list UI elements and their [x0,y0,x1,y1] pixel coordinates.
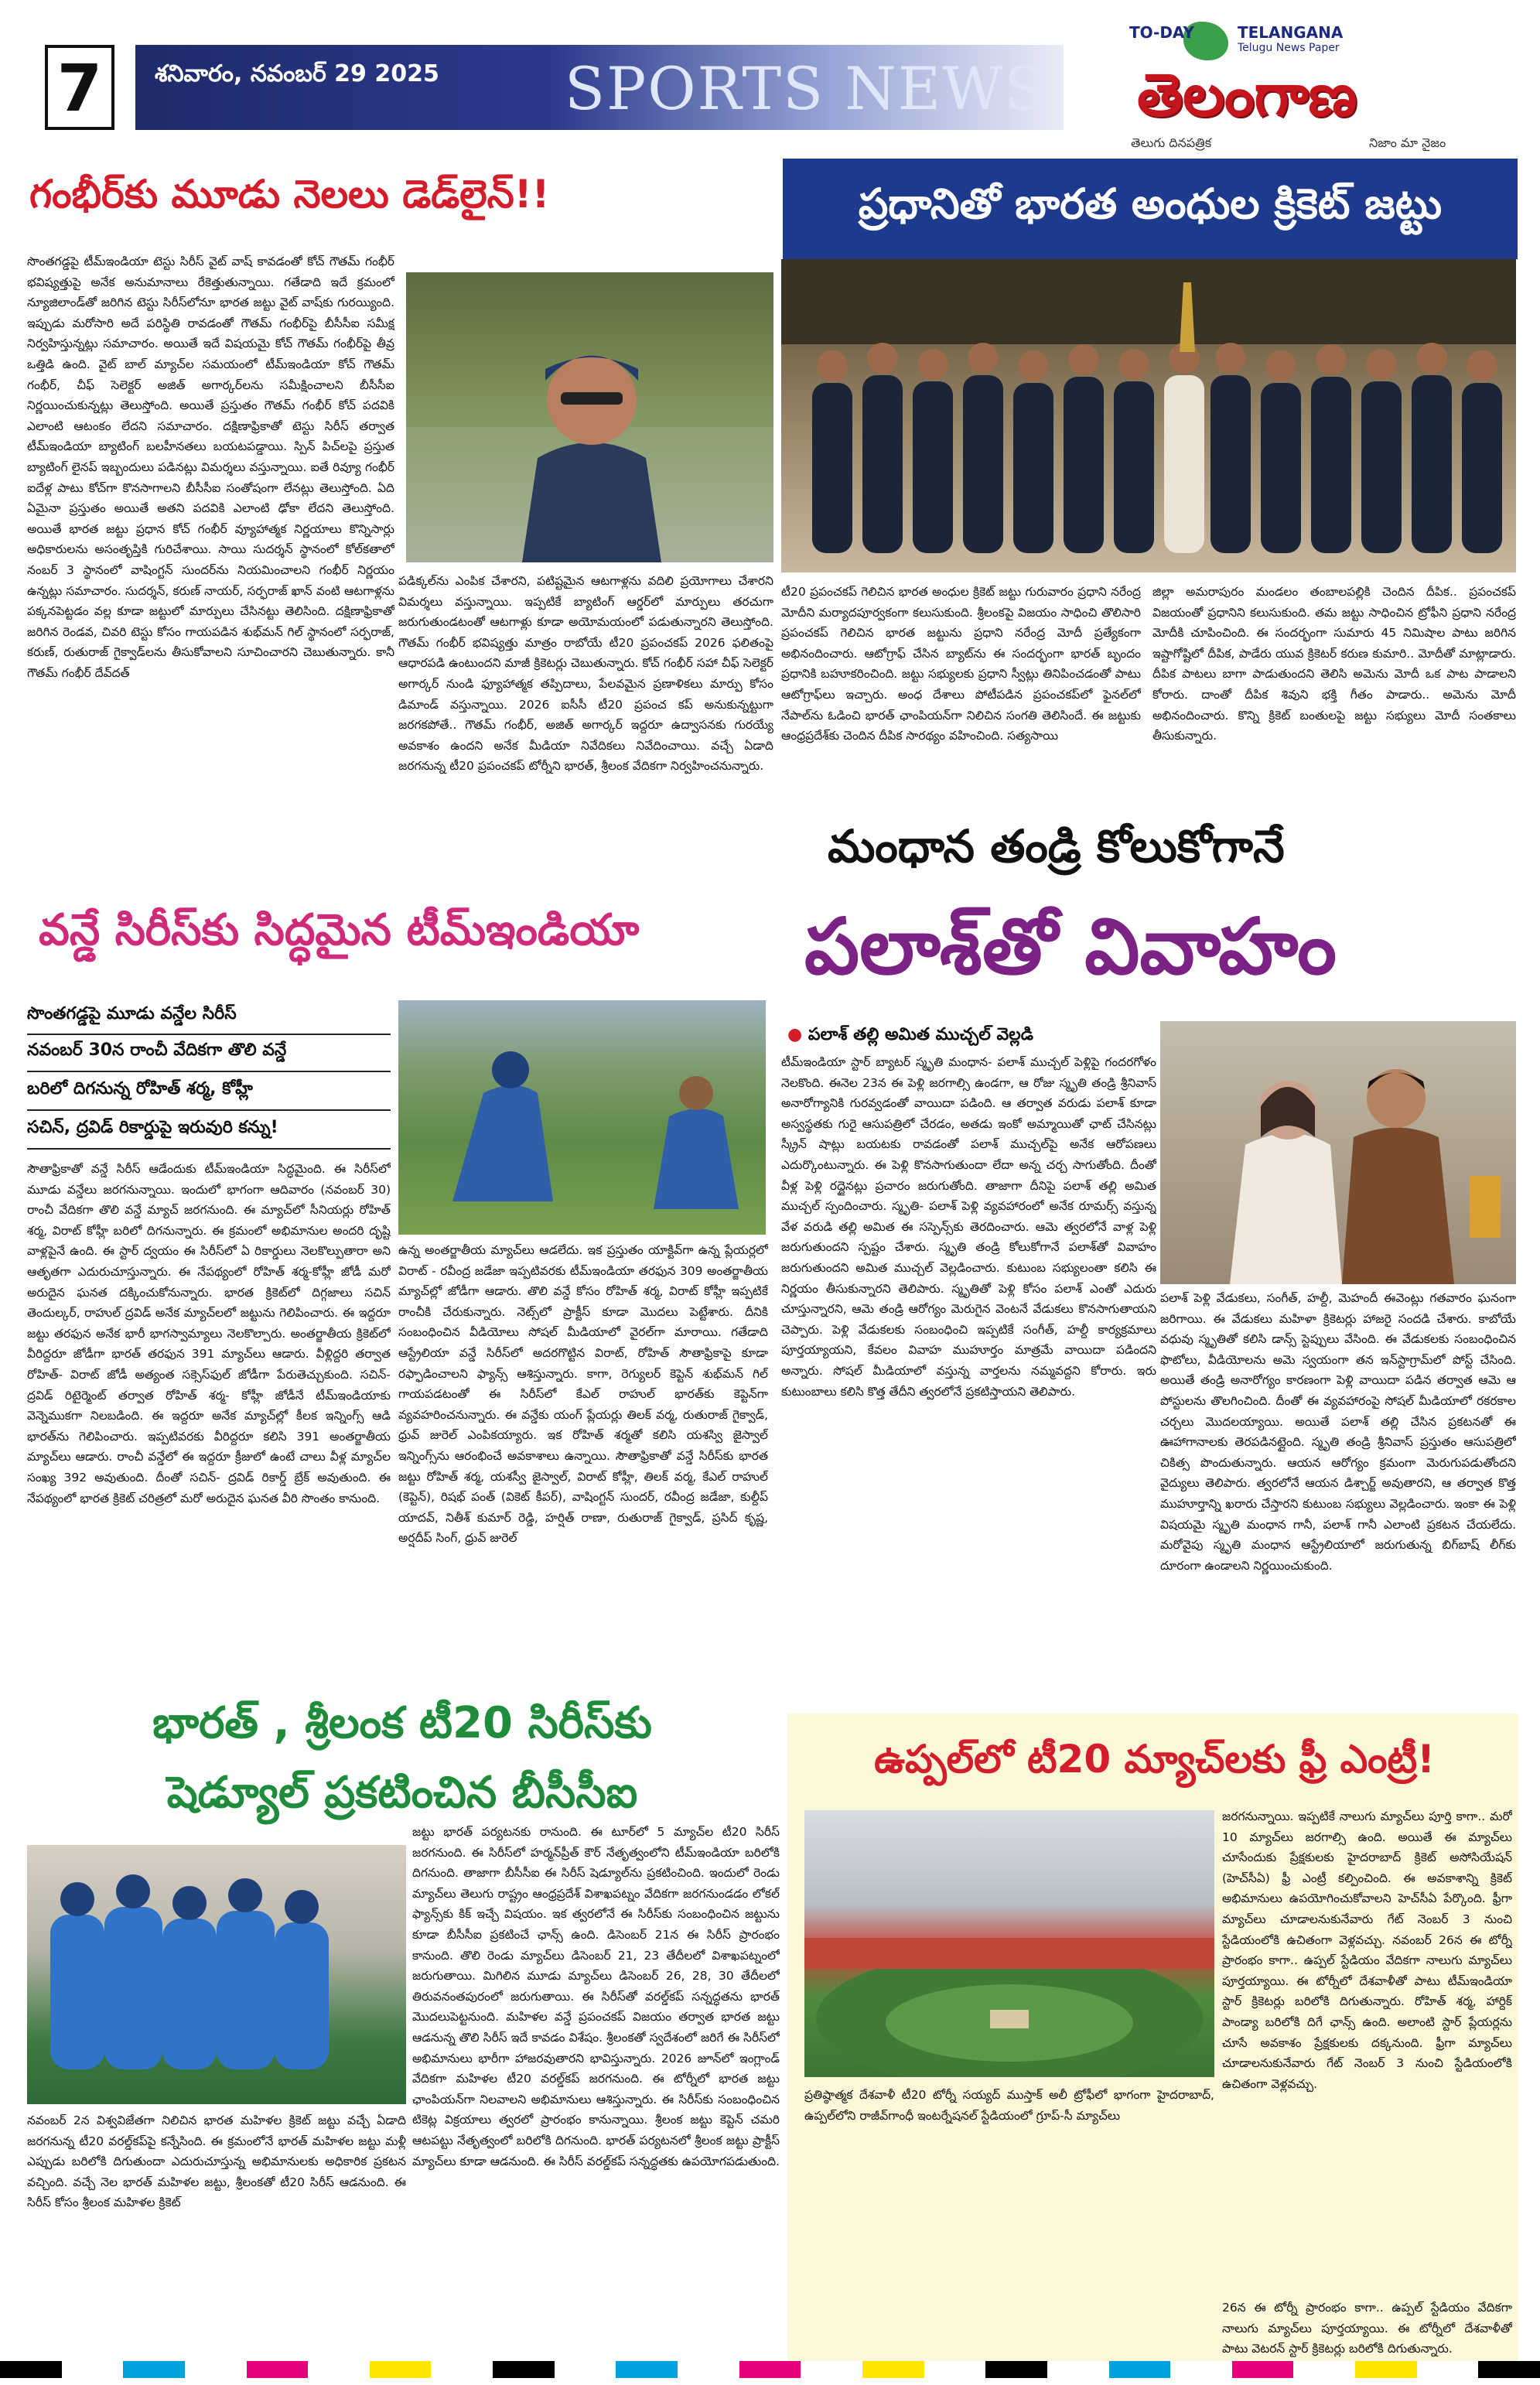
t20-schedule-body-col1: నవంబర్ 2న విశ్వవిజేతగా నిలిచిన భారత మహిళల క్రికెట్ జట్టు వచ్చే ఏడాది జరగనున్న టీ20 వరల్డ్‌కప్‌పై కన్నేసింది. ఈ క్రమంలోనే భారత్ మహిళల జట్టు మళ్లీ ఎప్పుడు బరిలోకి దిగుతుందా ఎదురుచూస్తున్న అభిమానులకు అధికారిక ప్రకటన వచ్చింది. వచ్చే నెల భారత్ మహిళల జట్టు, శ్రీలంకతో టీ20 సిరీస్ ఆడనుంది. ఈ సిరీస్ కోసం శ్రీలంక మహిళల క్రికెట్ [27,2113,406,2210]
mandhana-body-col1: టీమ్‌ఇండియా స్టార్ బ్యాటర్ స్మృతి మంధాన- పలాశ్ ముచ్చల్ పెళ్లిపై గందరగోళం నెలకొంది. ఈనెల 23న ఈ పెళ్లి జరగాల్సి ఉండగా, ఆ రోజు స్మృతి తండ్రి శ్రీనివాస్ అనారోగ్యానికి గురవ్వడంతో వాయిదా పడింది. ఆ తర్వాత వరుడు పలాశ్ కూడా అస్వస్థతకు గురై ఆసుపత్రిలో చేరడం, అతడు ఇంకో అమ్మాయితో ఛాట్ చేసినట్లు స్క్రీన్ షాట్లు బయటకు రావడంతో పలాశ్ ముచ్చల్‌పై అనేక ఆరోపణలు ఎదుర్కొంటున్నారు. ఈ పెళ్లి కొనసాగుతుందా లేదా అన్న చర్చ సాగుతోంది. దీంతో వీళ్ల పెళ్లి రద్దైనట్లు ప్రచారం జరుగుతోంది. తాజాగా దీనిపై పలాశ్ తల్లి అమిత ముచ్చల్ స్పందించారు. స్మృతి- పలాశ్ పెళ్లి వ్యవహారంలో అనేక రూమర్స్ వస్తున్న వేళ వరుడి తల్లి అమిత ఈ సస్పెన్స్‌కు తెరదించారు. ఆమె త్వరలోనే వాళ్ల పెళ్లి జరుగుతుందని స్పష్టం చేశారు. స్మృతి తండ్రి కోలుకోగానే పలాశ్‌తో వివాహం జరుగుతుందని అమిత ముచ్చల్ వెల్లడించారు. కుటుంబ సభ్యులంతా కలిసి ఈ నిర్ణయం తీసుకున్నారని తెలిపారు. స్మృతితో పెళ్లి కోసం పలాశ్ ఎంతో ఎదురు చూస్తున్నారని, ఆమె తండ్రి ఆరోగ్యం మెరుగైన వెంటనే వేడుకలు కొనసాగుతాయని చెప్పారు. పెళ్లి వేడుకలకు సంబంధించి ఇప్పటికే సంగీత్, హల్దీ కార్యక్రమాలు పూర్తయ్యాయని, కేవలం వివాహ ముహూర్తం మాత్రమే వాయిదా పడిందని అన్నారు. సోషల్ మీడియాలో వస్తున్న వార్తలను నమ్మవద్దని కోరారు. ఇరు కుటుంబాలు కలిసి కొత్త తేదీని త్వరలోనే ప్రకటిస్తాయని తెలిపారు. [781,1055,1156,1399]
masthead-tagline: Telugu News Paper [1238,42,1340,54]
odi-subhead-rule [27,1148,391,1150]
odi-subhead-3: బరిలో దిగనున్న రోహిత్ శర్మ, కోహ్లీ [27,1079,253,1099]
odi-headline: వన్డే సిరీస్‌కు సిద్ధమైన టీమ్‌ఇండియా [39,905,640,955]
uppal-headline: ఉప్పల్‌లో టీ20 మ్యాచ్‌లకు ఫ్రీ ఎంట్రీ! [874,1737,1435,1782]
uppal-body-bottom-right: 26న ఈ టోర్నీ ప్రారంభం కాగా.. ఉప్పల్ స్టేడియం వేదికగా నాలుగు మ్యాచ్‌లు పూర్తయ్యాయి. ఈ టోర్నీలో దేశవాళీతో పాటు వెటరన్ స్టార్ క్రికెటర్లు బరిలోకి దిగుతున్నారు. [1222,2301,1512,2356]
blind-team-body-col1: టీ20 ప్రపంచకప్ గెలిచిన భారత అంధుల క్రికెట్ జట్టు గురువారం ప్రధాని నరేంద్ర మోదీని మర్యాదపూర్వకంగా కలుసుకుంది. శ్రీలంకపై విజయం సాధించి తొలిసారి ప్రపంచకప్ గెలిచిన భారత జట్టును ప్రధాని నరేంద్ర మోదీ ప్రత్యేకంగా అభినందించారు. ఆటోగ్రాఫ్ చేసిన బ్యాట్‌ను ఈ సందర్భంగా భారత్ బృందం ప్రధానికి బహూకరించింది. జట్టు సభ్యులకు ప్రధాని స్వీట్లు తినిపించడంతో పాటు ఆటోగ్రాఫ్‌లు ఇచ్చారు. అంధ దేశాలు పోటీపడిన ప్రపంచకప్‌లో ఫైనల్‌లో నేపాల్‌ను ఓడించి భారత్ ఛాంపియన్‌గా నిలిచిన సంగతి తెలిసిందే. ఈ జట్టుకు ఆంధ్రప్రదేశ్‌కు చెందిన దీపిక సారథ్యం వహించింది. సత్యసాయి [781,585,1141,743]
odi-body-col1: సౌతాఫ్రికాతో వన్డే సిరీస్ ఆడేందుకు టీమ్‌ఇండియా సిద్ధమైంది. ఈ సిరీస్‌లో మూడు వన్డేలు జరగనున్నాయి. ఇందులో భాగంగా ఆదివారం (నవంబర్ 30) రాంచీ వేదికగా తొలి వన్డే మ్యాచ్ జరగనుంది. ఈ మ్యాచ్‌లో సీనియర్లు రోహిత్ శర్మ, విరాట్ కోహ్లీ బరిలో దిగనున్నారు. ఈ క్రమంలో అభిమానుల అందరి దృష్టి వాళ్లపైనే ఉంది. ఈ స్టార్ ద్వయం ఈ సిరీస్‌లో ఏ రికార్డులు నెలకొల్పుతారా అని ఆతృతగా ఎదురుచూస్తున్నారు. ఈ నేపథ్యంలో రోహిత్ శర్మ-కోహ్లీ జోడీ మరో అరుదైన ఘనత దక్కించుకోనున్నారు. భారత క్రికెట్‌లో దిగ్గజాలు సచిన్ తెందుల్కర్, రాహుల్ ద్రవిడ్ అనేక మ్యాచ్‌లలో జట్టును గెలిపించారు. ఈ ఇద్దరూ జట్టు తరఫున అనేక భారీ భాగస్వామ్యాలు నెలకొల్పారు. అంతర్జాతీయ క్రికెట్‌లో వీరిద్దరూ జోడీగా భారత్ తరఫున 391 మ్యాచ్‌లు ఆడారు. వీళ్లిద్దరి తర్వాత రోహిత్- విరాట్ జోడీ అత్యంత సక్సెస్‌ఫుల్ జోడీగా పేరుతెచ్చుకుంది. సచిన్- ద్రవిడ్ రిటైర్మెంట్ తర్వాత రోహిత్ శర్మ- కోహ్లీ జోడీనే టీమ్‌ఇండియాకు వెన్నెముకగా నిలబడింది. ఈ ఇద్దరూ అనేక మ్యాచ్‌ల్లో కీలక ఇన్నింగ్స్ ఆడి భారత్‌ను గెలిపించారు. ఇప్పటివరకు వీరిద్దరూ కలిసి 391 అంతర్జాతీయ మ్యాచ్‌లు ఆడారు. రాంచీ వన్డేలో ఈ ఇద్దరూ క్రీజులో ఉంటే చాలు వీళ్ల మ్యాచ్‌ల సంఖ్య 392 అవుతుంది. దీంతో సచిన్- ద్రవిడ్ రికార్డ్ బ్రేక్ అవుతుంది. ఈ నేపథ్యంలో భారత క్రికెట్ చరిత్రలో మరో అరుదైన ఘనత వీరి సొంతం కానుంది. [27,1162,391,1505]
gambhir-body-col1: సొంతగడ్డపై టీమ్‌ఇండియా టెస్టు సిరీస్ వైట్ వాష్ కావడంతో కోచ్ గౌతమ్ గంభీర్ భవిష్యత్తుపై అనేక అనుమానాలు రేకెత్తుతున్నాయి. గతేడాది ఇదే క్రమంలో న్యూజిలాండ్‌తో జరిగిన టెస్టు సిరీస్‌లోనూ భారత జట్టు వైట్ వాష్‌కు గురయ్యింది. ఇప్పుడు మరోసారి అదే పరిస్థితి రావడంతో గౌతమ్ గంభీర్‌పై బీసీసీఐ సమీక్ష నిర్వహిస్తున్నట్లు సమాచారం. అయితే ఇదే విషయమై కోచ్ గౌతమ్ గంభీర్‌పై తీవ్ర ఒత్తిడి ఉంది. వైట్ బాల్ మ్యాచ్‌ల సమయంలో టీమ్‌ఇండియా కోచ్ గౌతమ్ గంభీర్, చీఫ్ సెలెక్టర్ అజిత్ అగార్కర్‌లను సమీక్షించాలని బీసీసీఐ నిర్ణయించుకున్నట్లు తెలుస్తోంది. అయితే ప్రస్తుతం గౌతమ్ గంభీర్ కోచ్ పదవికి ఎలాంటి ఆటంకం లేదని సమాచారం. దక్షిణాఫ్రికాతో టెస్టు సిరీస్ తర్వాత టీమ్‌ఇండియా బ్యాటింగ్ బలహీనతలు బయటపడ్డాయి. స్పిన్ పిచ్‌లపై ప్రస్తుత బ్యాటింగ్ లైనప్ ఇబ్బందులు పడినట్లు విమర్శలు వస్తున్నాయి. ఐతే రివ్యూ గంభీర్ ఐదేళ్ల పాటు కోచ్‌గా కొనసాగాలని బీసీసీఐ సంతోషంగా లేనట్లు తెలుస్తోంది. ఏది ఏమైనా ప్రస్తుతం అయితే అతని పదవికి ఎలాంటి ఢోకా లేదని తెలుస్తోంది. అయితే భారత జట్టు ప్రధాన కోచ్ గంభీర్ వ్యూహాత్మక నిర్ణయాలు కొన్నిసార్లు అధికారులను అసంతృప్తికి గురిచేశాయి. సాయి సుదర్శన్ స్థానంలో కోల్‌కతాలో నంబర్ 3 స్థానంలో వాషింగ్టన్ సుందర్‌ను నియమించాలని గంభీర్ నిర్ణయం ఉన్నట్లు సమాచారం. సుదర్శన్, కరుణ్ నాయర్, సర్ఫరాజ్ ఖాన్ వంటి ఆటగాళ్లను పక్కనపెట్టడం వల్ల కూడా జట్టులో మార్పులు చేసినట్టు తెలిసింది. దక్షిణాఫ్రికాతో జరిగిన రెండవ, చివరి టెస్టు కోసం గాయపడిన శుభ్‌మన్ గిల్ స్థానంలో సర్ఫరాజ్, కరుణ్, రుతురాజ్ గైక్వాడ్‌లను తీసుకోవాలని సూచించారని చెబుతున్నారు. కానీ గౌతమ్ గంభీర్ దేవ్‌దత్ [27,255,394,680]
page-number: 7 [45,45,114,130]
odi-subhead-rule [27,1034,391,1035]
mandhana-kicker: మంధాన తండ్రి కోలుకోగానే [828,820,1285,873]
couple-figure-icon [1160,1021,1516,1284]
coach-figure-icon [406,272,773,562]
gambhir-headline: గంభీర్‌కు మూడు నెలలు డెడ్‌లైన్!! [29,172,550,217]
masthead-subtitle-right: నిజాం మా నైజం [1369,135,1446,150]
blind-team-body-col2: జిల్లా అమరాపురం మండలం తంబాలపల్లికి చెందిన దీపిక.. ప్రపంచకప్ విజయంతో ప్రధానిని కలుసుకుంది. తమ జట్టు సాధించిన ట్రోఫీని ప్రధాని నరేంద్ర మోదీకి చూపించింది. ఈ సందర్భంగా సుమారు 45 నిమిషాల పాటు జరిగిన ఇష్టాగోష్టిలో దీపిక, పాడేరు యువ క్రికెటర్ కరుణ కుమారి.. మోదీతో మాట్లాడారు. దీపిక పాటలు బాగా పాడుతుందని తెలిసి అమెను మోదీ ఒక పాట పాడాలని కోరారు. దాంతో దీపిక శివుని భక్తి గీతం పాడారు.. అమెను మోదీ అభినందించారు. కొన్ని క్రికెట్ బంతులపై జట్టు సభ్యులు మోదీ సంతకాలు తీసుకున్నారు. [1152,585,1516,743]
palash-smriti-photo [1160,1021,1516,1284]
odi-subhead-rule [27,1071,391,1072]
women-team-photo [27,1845,406,2104]
masthead-today: TO-DAY [1129,23,1194,42]
team-group-icon [781,259,1516,572]
odi-subhead-1: సొంతగడ్డపై మూడు వన్డేల సిరీస్ [27,1004,237,1023]
masthead-subtitle-left: తెలుగు దినపత్రిక [1131,135,1212,150]
mandhana-headline: పలాశ్‌తో వివాహం [804,901,1337,992]
rohit-practice-photo [398,1000,766,1235]
women-players-icon [27,1845,406,2104]
stadium-icon [804,1810,1214,2077]
masthead-logo: తెలంగాణ [1137,60,1357,129]
issue-date: శనివారం, నవంబర్ 29 2025 [155,60,439,87]
t20-schedule-headline-line1: భారత్ , శ్రీలంక టీ20 సిరీస్‌కు [152,1698,652,1748]
odi-subhead-rule [27,1109,391,1111]
registration-strip [0,2361,1540,2378]
gambhir-body-col2: పడిక్కల్‌ను ఎంపిక చేశారని, పటిష్టమైన ఆటగాళ్లను వదిలి ప్రయోగాలు చేశారని విమర్శలు వస్తున్నాయి. ఇప్పటికే బ్యాటింగ్ ఆర్డర్‌లో మార్పులు తరచుగా జరుగుతుండటంతో ఆటగాళ్లు కూడా అయోమయంలో పడుతున్నారని తెలుస్తోంది. గౌతమ్ గంభీర్ భవిష్యత్తు మాత్రం రాబోయే టీ20 ప్రపంచకప్ 2026 ఫలితంపై ఆధారపడి ఉంటుందని మాజీ క్రికెటర్లు చెబుతున్నారు. కోచ్ గంభీర్ సహా చీఫ్ సెలెక్టర్ అగార్కర్ నుండి ఫ్యూహాత్మక తప్పిదాలు, పేలవమైన ప్రణాళికలు మార్పు కోసం డిమాండ్ వస్తున్నాయి. 2026 ఐసీసీ టీ20 ప్రపంచ కప్ అనుకున్నట్టుగా జరగకపోతే.. గౌతమ్ గంభీర్, అజిత్ అగార్కర్ ఇద్దరూ ఉద్వాసనకు గురయ్యే అవకాశం ఉందని అనేక మీడియా నివేదికలు నివేదించాయి. వచ్చే ఏడాది జరగనున్న టీ20 ప్రపంచకప్ టోర్నీని భారత్, శ్రీలంక వేదికగా నిర్వహించనున్నారు. [398,574,773,774]
section-title: SPORTS NEWS [565,54,1047,123]
mandhana-body-col2: పలాశ్ పెళ్లి వేడుకలు, సంగీత్, హల్దీ, మెహందీ ఈవెంట్లు గతవారం ఘనంగా జరిగాయి. ఈ వేడుకలు మహిళా క్రికెటర్లు హాజరై సందడి చేశారు. కాబోయే వధువు స్మృతితో కలిసి డాన్స్ స్టెప్పులు వేసింది. ఈ వేడుకలకు సంబంధించిన ఫొటోలు, వీడియోలను అమె స్వయంగా తన ఇన్‌స్టాగ్రామ్‌లో పోస్ట్ చేసింది. అయితే తండ్రి అనారోగ్యం కారణంగా పెళ్లి వాయిదా పడిన తర్వాత ఆమె ఆ పోస్టులను తొలగించింది. దీంతో ఈ వ్యవహారంపై సోషల్ మీడియాలో రకరకాల చర్చలు మొదలయ్యాయి. అయితే పలాశ్ తల్లి చేసిన ప్రకటనతో ఈ ఊహాగానాలకు తెరపడినట్లైంది. స్మృతి తండ్రి శ్రీనివాస్ ప్రస్తుతం ఆసుపత్రిలో చికిత్స పొందుతున్నారు. ఆయన ఆరోగ్యం క్రమంగా మెరుగుపడుతోందని వైద్యులు తెలిపారు. త్వరలోనే ఆయన డిశ్చార్జ్ అవుతారని, ఆ తర్వాత కొత్త ముహూర్తాన్ని ఖరారు చేస్తారని కుటుంబ సభ్యులు వెల్లడించారు. ఇంకా ఈ పెళ్లి విషయమై స్మృతి మంధాన గానీ, పలాశ్ గానీ ఎలాంటి ప్రకటన చేయలేదు. మరోవైపు స్మృతి మంధాన ఆస్ట్రేలియాలో జరుగుతున్న బిగ్‌బాష్ లీగ్‌కు దూరంగా ఉండాలని నిర్ణయించుకుంది. [1160,1291,1516,1573]
uppal-body-right: జరగనున్నాయి. ఇప్పటికే నాలుగు మ్యాచ్‌లు పూర్తి కాగా.. మరో 10 మ్యాచ్‌లు జరగాల్సి ఉంది. అయితే ఈ మ్యాచ్‌లు చూసేందుకు ప్రేక్షకులకు హైదరాబాద్ క్రికెట్ అసోసియేషన్ (హెచ్‌సీఏ) ఫ్రీ ఎంట్రీ కల్పించింది. ఈ అవకాశాన్ని క్రికెట్ అభిమానులు ఉపయోగించుకోవాలని హెచ్‌సీఏ పేర్కొంది. ఫ్రీగా మ్యాచ్‌లు చూడాలనుకునేవారు గేట్ నెంబర్ 3 నుంచి స్టేడియంలోకి ఉచితంగా వెళ్లవచ్చు. నవంబర్ 26న ఈ టోర్నీ ప్రారంభం కాగా.. ఉప్పల్ స్టేడియం వేదికగా నాలుగు మ్యాచ్‌లు పూర్తయ్యాయి. ఈ టోర్నీలో దేశవాళీతో పాటు టీమ్‌ఇండియా స్టార్ క్రికెటర్లు బరిలోకి దిగుతున్నారు. రోహిత్ శర్మ, హార్దిక్ పాండ్యా బరిలోకి దిగే ఛాన్స్ ఉంది. అలాంటి స్టార్ ప్లేయర్లను చూసే అవకాశం ప్రేక్షకులకు దక్కనుంది. ఫ్రీగా మ్యాచ్‌లు చూడాలనుకునేవారు గేట్ నెంబర్ 3 నుంచి స్టేడియంలోకి ఉచితంగా వెళ్లవచ్చు. [1222,1809,1512,2091]
masthead-state: TELANGANA [1238,23,1344,42]
bullet-icon: ● [787,1025,808,1044]
t20-schedule-body-col2: జట్టు భారత్ పర్యటనకు రానుంది. ఈ టూర్‌లో 5 మ్యాచ్‌ల టీ20 సిరీస్ జరగనుంది. ఈ సిరీస్‌లో హర్మన్‌ప్రీత్ కౌర్ నేతృత్వంలోని టీమ్‌ఇండియా బరిలోకి దిగనుంది. తాజాగా బీసీసీఐ ఈ సిరీస్ షెడ్యూల్‌ను ప్రకటించింది. ఇందులో రెండు మ్యాచ్‌లు తెలుగు రాష్ట్రం ఆంధ్రప్రదేశ్ విశాఖపట్నం వేదికగా జరగనుండడం లోకల్ ఫ్యాన్స్‌కు కిక్ ఇచ్చే విషయం. ఇక త్వరలోనే ఈ సిరీస్‌కు సంబంధించిన జట్టును కూడా బీసీసీఐ ప్రకటించే ఛాన్స్ ఉంది. డిసెంబర్ 21న ఈ సిరీస్ ప్రారంభం కానుంది. తొలి రెండు మ్యాచ్‌లు డిసెంబర్ 21, 23 తేదీలలో విశాఖపట్నంలో జరుగుతాయి. మిగిలిన మూడు మ్యాచ్‌లు డిసెంబర్ 26, 28, 30 తేదీలలో తిరువనంతపురంలో జరుగుతాయి. ఈ సిరీస్‌తో వరల్డ్‌కప్ సన్నద్ధతను భారత్ మొదలుపెట్టనుంది. మహిళల వన్డే ప్రపంచకప్ విజయం తర్వాత భారత జట్టు ఆడనున్న తొలి సిరీస్ ఇదే కావడం విశేషం. శ్రీలంకతో స్వదేశంలో జరిగే ఈ సిరీస్‌లో అభిమానులు భారీగా హాజరవుతారని భావిస్తున్నారు. 2026 జూన్‌లో ఇంగ్లాండ్ వేదికగా మహిళల టీ20 వరల్డ్‌కప్ జరగనుంది. ఈ టోర్నీలో భారత జట్టు ఛాంపియన్‌గా నిలవాలని అభిమానులు ఆశిస్తున్నారు. ఈ సిరీస్‌కు సంబంధించిన టికెట్ల విక్రయాలు త్వరలో ప్రారంభం కానున్నాయి. శ్రీలంక జట్టు కెప్టెన్ చమరి ఆటపట్టు నేతృత్వంలో బరిలోకి దిగనుంది. భారత్ పర్యటనలో శ్రీలంక జట్టు ప్రాక్టీస్ మ్యాచ్‌లు కూడా ఆడనుంది. ఈ సిరీస్ వరల్డ్‌కప్ సన్నద్ధతకు ఉపయోగపడుతుంది. [412,1825,780,2168]
blind-team-photo [781,259,1516,572]
players-practice-icon [398,1000,766,1235]
uppal-body-bottom: ప్రతిష్ఠాత్మక దేశవాళీ టీ20 టోర్నీ సయ్యద్ ముస్తాక్ అలీ ట్రోఫీలో భాగంగా హైదరాబాద్, ఉప్పల్‌లోని రాజీవ్‌గాంధీ ఇంటర్నేషనల్ స్టేడియంలో గ్రూప్-సీ మ్యాచ్‌లు [804,2088,1214,2123]
gambhir-photo [406,272,773,562]
mandhana-byline [787,1025,1033,1048]
blind-team-headline: ప్రధానితో భారత అంధుల క్రికెట్ జట్టు [783,159,1518,259]
mandhana-byline-text: పలాశ్ తల్లి అమిత ముచ్చల్ వెల్లడి [808,1025,1033,1044]
odi-subhead-4: సచిన్, ద్రవిడ్ రికార్డుపై ఇరువురి కన్ను! [27,1118,278,1137]
odi-body-col2: ఉన్న అంతర్జాతీయ మ్యాచ్‌లు ఆడలేదు. ఇక ప్రస్తుతం యాక్టివ్‌గా ఉన్న ప్లేయర్లలో విరాట్ - రవీంద్ర జడేజా ఇప్పటివరకు టీమ్‌ఇండియా తరఫున 309 అంతర్జాతీయ మ్యాచ్‌ల్లో జోడీగా ఆడారు. తొలి వన్డే కోసం రోహిత్ శర్మ, విరాట్ కోహ్లీ ఇప్పటికే రాంచీకి చేరుకున్నారు. నెట్స్‌లో ప్రాక్టీస్ కూడా మొదలు పెట్టేశారు. దీనికి సంబంధించిన వీడియోలు సోషల్ మీడియాలో వైరల్‌గా మారాయి. గతేడాది ఆస్ట్రేలియా వన్డే సిరీస్‌లో అదరగొట్టిన విరాట్, రోహిత్ సౌతాఫ్రికాపై కూడా రఫ్ఫాడించాలని ఫ్యాన్స్ ఆశిస్తున్నారు. కాగా, రెగ్యులర్ కెప్టెన్ శుభ్‌మన్ గిల్ గాయపడటంతో ఈ సిరీస్‌లో కేఎల్ రాహుల్ భారత్‌కు కెప్టెన్‌గా వ్యవహరించనున్నారు. ఈ వన్డేకు యంగ్ ప్లేయర్లు తిలక్ వర్మ, రుతురాజ్ గైక్వాడ్, ధ్రువ్ జురెల్ ఎంపికయ్యారు. ఇక రోహిత్ శర్మతో కలిసి యశస్వి జైస్వాల్ ఇన్నింగ్స్‌ను ఆరంభించే అవకాశాలు ఉన్నాయి. సౌతాఫ్రికాతో వన్డే సిరీస్‌కు భారత జట్టు రోహిత్ శర్మ, యశస్వీ జైస్వాల్, విరాట్ కోహ్లీ, తిలక్ వర్మ, కేఎల్ రాహుల్ (కెప్టెన్), రిషభ్ పంత్ (వికెట్ కీపర్), వాషింగ్టన్ సుందర్, రవీంద్ర జడేజా, కుల్దీప్ యాదవ్, నితీశ్ కుమార్ రెడ్డి, హర్షిత్ రాణా, రుతురాజ్ గైక్వాడ్, ప్రసిద్ కృష్ణ, అర్షదీప్ సింగ్, ధ్రువ్ జురెల్ [398,1243,768,1546]
uppal-stadium-photo [804,1810,1214,2077]
odi-subhead-2: నవంబర్ 30న రాంచీ వేదికగా తొలి వన్డే [27,1040,287,1060]
t20-schedule-headline-line2: షెడ్యూల్ ప్రకటించిన బీసీసీఐ [166,1768,638,1818]
